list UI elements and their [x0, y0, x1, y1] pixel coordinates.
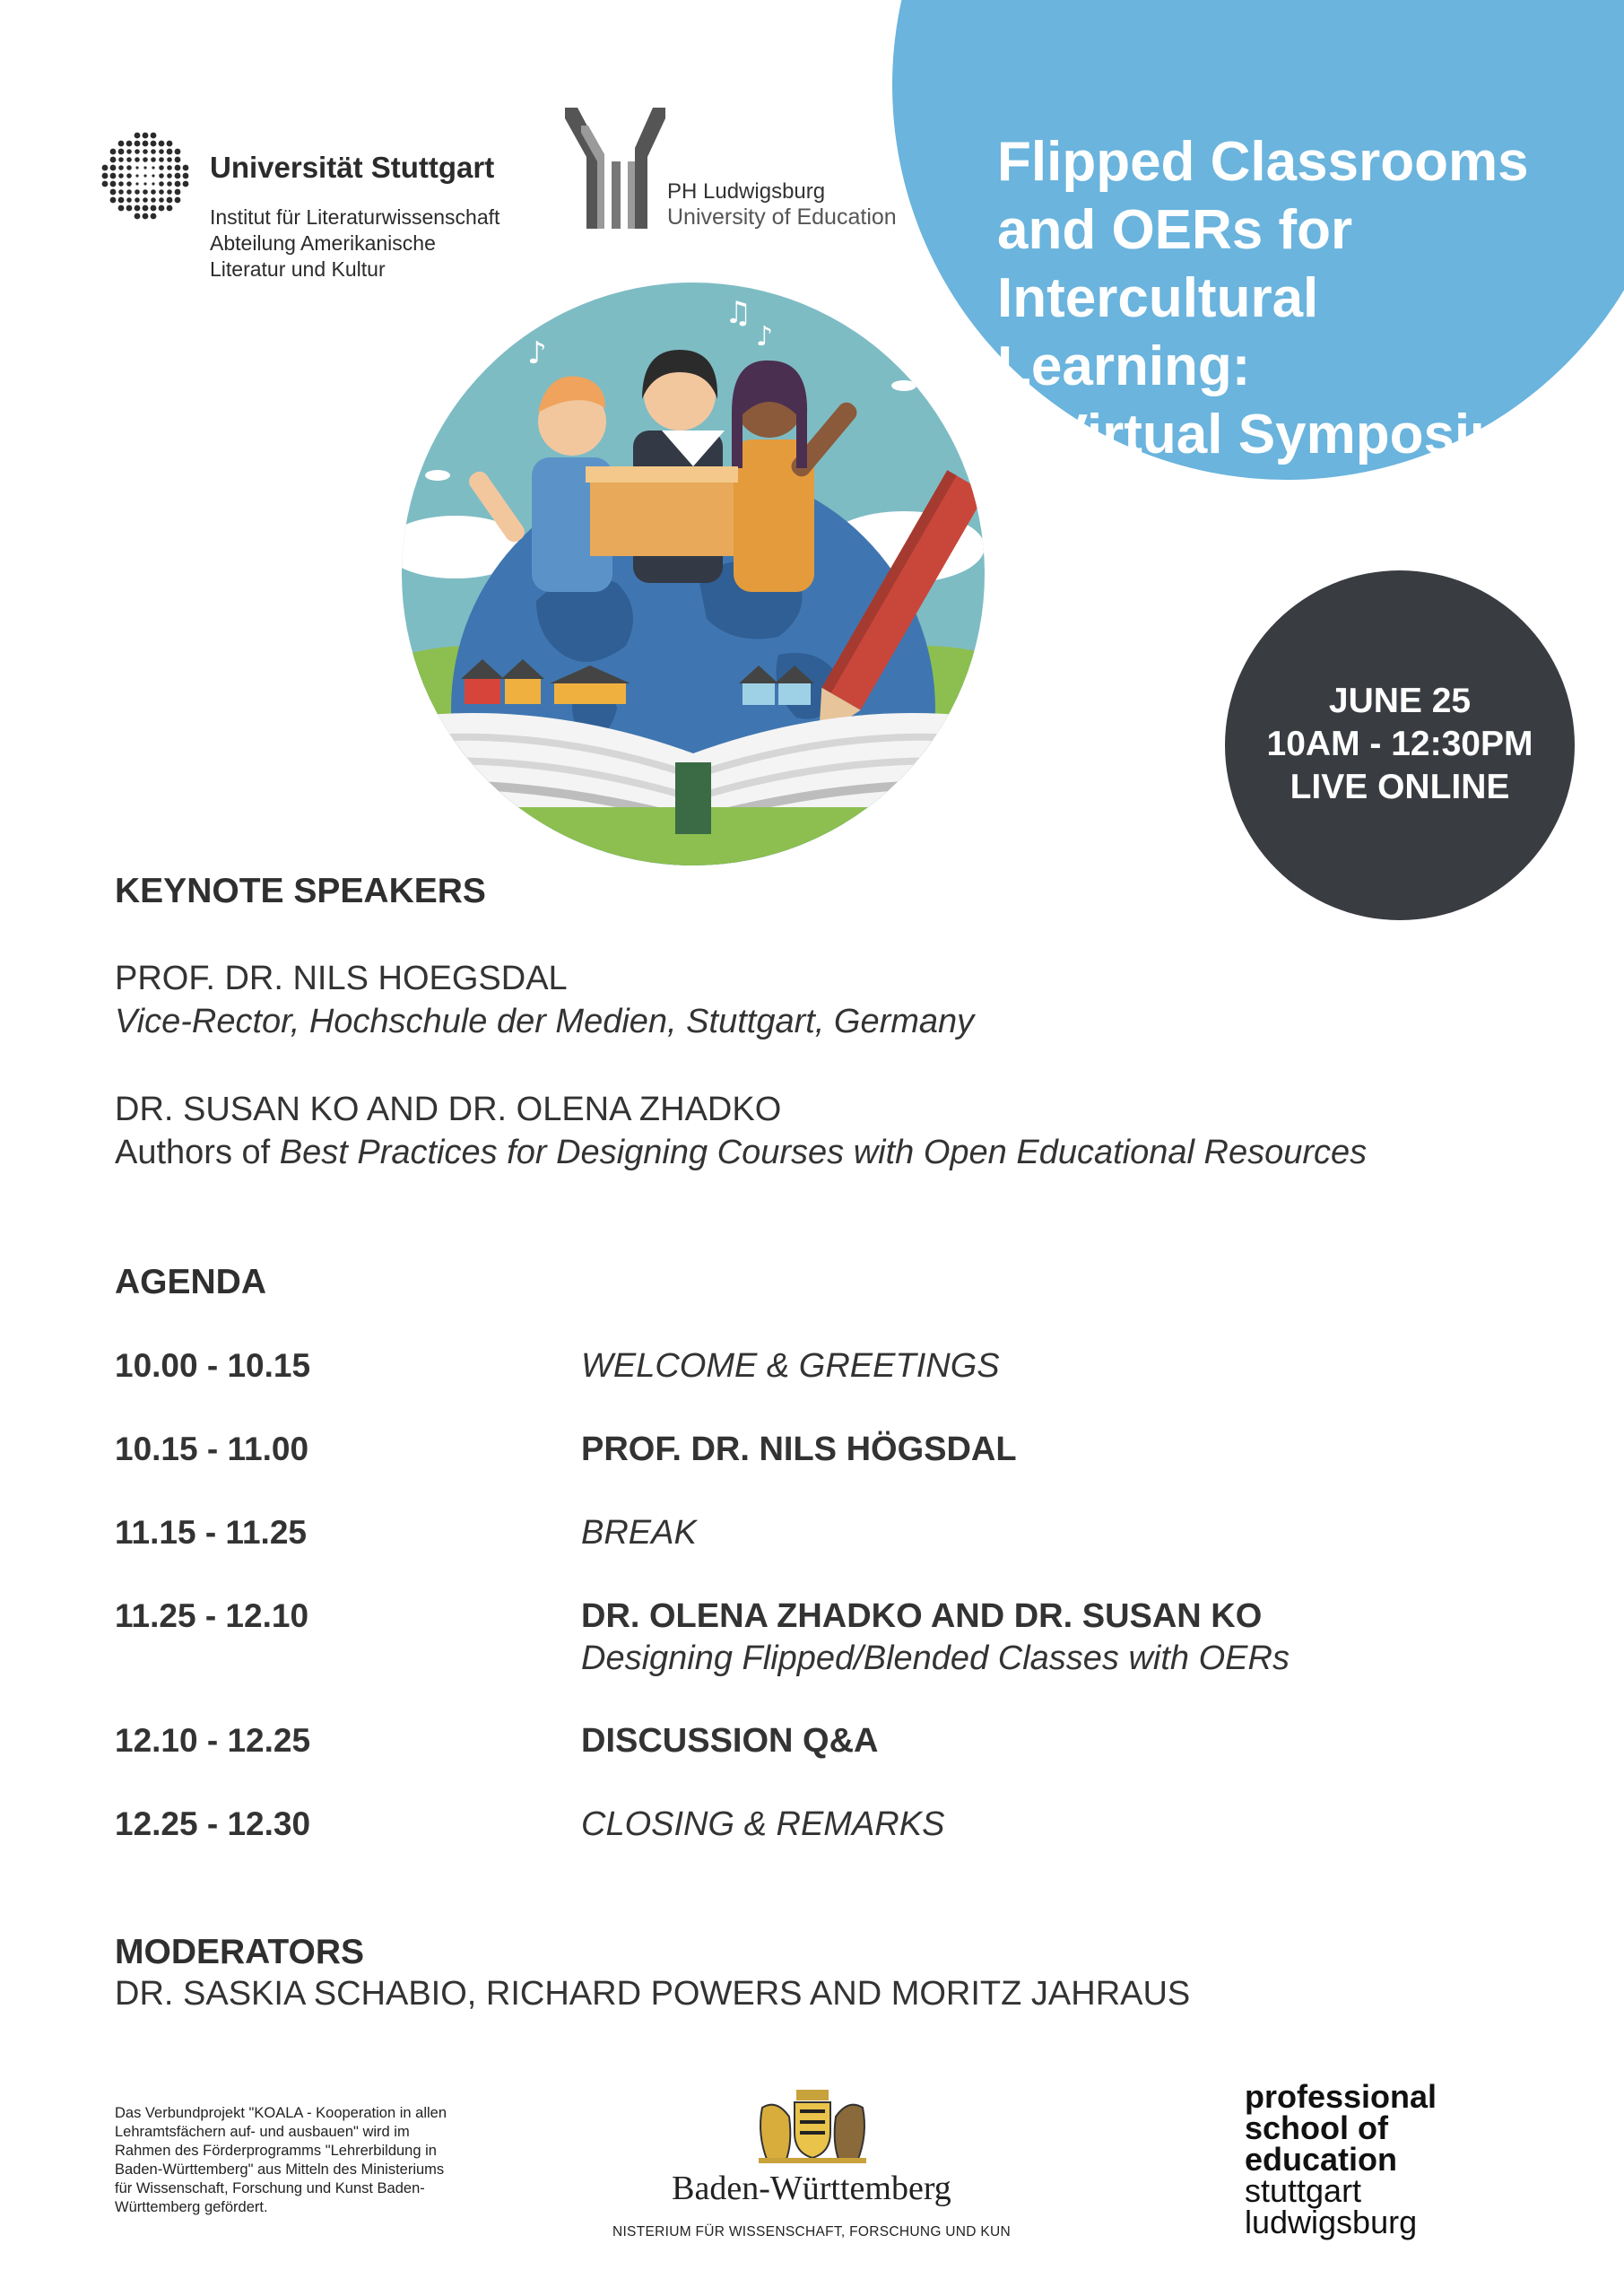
agenda-time: 12.10 - 12.25 — [115, 1722, 311, 1759]
keynote-heading: KEYNOTE SPEAKERS — [115, 872, 486, 910]
logo-dot — [118, 149, 125, 155]
logo-dot — [175, 157, 181, 163]
logo-dot — [110, 157, 117, 163]
logo-dot — [102, 173, 109, 179]
logo-dot — [159, 157, 164, 162]
logo-dot — [167, 165, 172, 170]
logo-dot — [175, 181, 181, 187]
logo-dot — [183, 173, 189, 179]
logo-dot — [126, 181, 132, 187]
logo-dot — [110, 197, 117, 204]
svg-text:♫: ♫ — [725, 295, 752, 331]
logo-dot — [151, 189, 156, 195]
logo-dot — [118, 189, 124, 195]
speaker1-name: PROF. DR. NILS HOEGSDAL — [115, 960, 568, 997]
logo-dot — [175, 165, 181, 171]
logo-dot — [143, 149, 148, 154]
logo-dot — [143, 166, 146, 169]
logo-dot — [159, 197, 164, 203]
event-title-line: A Virtual Symposium — [997, 404, 1554, 465]
logo-dot — [118, 141, 125, 147]
university-department — [210, 204, 499, 283]
logo-dot — [183, 165, 189, 171]
globe-illustration — [402, 278, 985, 870]
logo-dot — [110, 149, 117, 155]
logo-dot — [151, 157, 156, 162]
pse-line: stuttgart — [1245, 2172, 1362, 2209]
pse-line: school of — [1245, 2109, 1388, 2146]
ph-ludwigsburg-name: PH Ludwigsburg — [667, 179, 826, 204]
logo-dot — [118, 165, 124, 170]
agenda-time: 10.15 - 11.00 — [115, 1431, 309, 1467]
university-department-line: Institut für Literaturwissenschaft — [210, 205, 500, 229]
logo-dot — [126, 205, 133, 212]
university-department-line: Abteilung Amerikanische — [210, 231, 436, 255]
logo-dot — [135, 174, 138, 177]
logo-dot — [159, 205, 165, 212]
logo-dot — [151, 141, 157, 147]
logo-dot — [175, 173, 181, 179]
logo-dot — [167, 141, 173, 147]
speaker2-role — [115, 1134, 1367, 1172]
moderators-heading: MODERATORS — [115, 1933, 365, 1971]
logo-dot — [143, 141, 149, 147]
logo-dot — [183, 181, 189, 187]
speaker2-book-title: Best Practices for Designing Courses with Open Educational Resources — [279, 1134, 1368, 1171]
logo-dot — [135, 197, 140, 203]
event-date: JUNE 25 — [1328, 682, 1472, 720]
logo-dot — [151, 205, 157, 212]
logo-dot — [143, 197, 148, 203]
logo-dot — [126, 197, 132, 203]
logo-dot — [143, 157, 148, 162]
ministry-name: NISTERIUM FÜR WISSENSCHAFT, FORSCHUNG UND KUN — [612, 2224, 1012, 2239]
logo-dot — [152, 166, 154, 169]
logo-dot — [126, 157, 132, 162]
logo-dot — [143, 205, 149, 212]
logo-dot — [126, 141, 133, 147]
agenda-title: PROF. DR. NILS HÖGSDAL — [581, 1431, 1017, 1468]
logo-dot — [167, 149, 173, 155]
event-date-time — [1225, 680, 1575, 809]
logo-dot — [159, 181, 164, 187]
svg-text:♪: ♪ — [527, 335, 547, 371]
agenda-subtitle: Designing Flipped/Blended Classes with OERs — [581, 1639, 1290, 1677]
logo-dot — [118, 205, 125, 212]
logo-dot — [135, 182, 138, 185]
logo-dot — [102, 165, 109, 171]
university-department-line: Literatur und Kultur — [210, 257, 386, 281]
logo-dot — [167, 157, 172, 162]
logo-dot — [167, 205, 173, 212]
agenda-heading: AGENDA — [115, 1263, 267, 1301]
ph-ludwigsburg-subtitle: University of Education — [667, 204, 897, 230]
logo-dot — [110, 173, 117, 179]
logo-dot — [167, 189, 172, 195]
funding-note-line: Baden-Württemberg" aus Mitteln des Ministeriums — [115, 2161, 445, 2178]
logo-dot — [135, 213, 141, 220]
agenda-title: DISCUSSION Q&A — [581, 1722, 879, 1760]
logo-dot — [143, 174, 146, 177]
event-title — [997, 128, 1571, 469]
logo-dot — [152, 174, 154, 177]
logo-dot — [167, 173, 172, 178]
event-title-line: Intercultural — [997, 267, 1319, 329]
logo-dot — [143, 213, 149, 220]
agenda-time: 12.25 - 12.30 — [115, 1805, 311, 1842]
logo-dot — [135, 149, 140, 154]
logo-dot — [126, 149, 132, 154]
logo-dot — [175, 149, 181, 155]
funding-note-line: für Wissenschaft, Forschung und Kunst Baden- — [115, 2180, 425, 2196]
professional-school-of-education-logo — [1245, 2078, 1514, 2240]
logo-dot — [151, 213, 157, 220]
agenda-title: BREAK — [581, 1514, 697, 1552]
logo-dot — [159, 189, 164, 195]
event-mode: LIVE ONLINE — [1290, 768, 1510, 806]
logo-dot — [151, 149, 156, 154]
funding-note-line: Das Verbundprojekt "KOALA - Kooperation in allen — [115, 2105, 447, 2121]
agenda-time: 10.00 - 10.15 — [115, 1347, 311, 1384]
logo-dot — [143, 189, 148, 195]
logo-dot — [110, 181, 117, 187]
logo-dot — [118, 173, 124, 178]
logo-dot — [135, 133, 141, 139]
agenda-time: 11.25 - 12.10 — [115, 1597, 309, 1634]
logo-dot — [118, 197, 125, 204]
ph-ludwigsburg-logo — [561, 108, 897, 233]
logo-dot — [175, 197, 181, 204]
logo-dot — [118, 181, 124, 187]
funding-note-line: Württemberg gefördert. — [115, 2199, 268, 2215]
logo-dot — [159, 165, 164, 170]
funding-note-line: Rahmen des Förderprogramms "Lehrerbildung in — [115, 2143, 437, 2159]
event-title-line: Flipped Classrooms — [997, 131, 1529, 193]
speaker1-role: Vice-Rector, Hochschule der Medien, Stuttgart, Germany — [115, 1003, 975, 1040]
logo-dot — [135, 205, 141, 212]
pse-line: professional — [1245, 2078, 1437, 2115]
moderators-names: DR. SASKIA SCHABIO, RICHARD POWERS AND MORITZ JAHRAUS — [115, 1975, 1191, 2013]
baden-wuerttemberg-crest-icon — [750, 2090, 875, 2163]
agenda-time: 11.15 - 11.25 — [115, 1514, 307, 1551]
baden-wuerttemberg-name: Baden-Württemberg — [672, 2170, 951, 2207]
funding-note — [115, 2104, 536, 2217]
funding-note-line: Lehramtsfächern auf- und ausbauen" wird im — [115, 2124, 410, 2140]
event-time: 10AM - 12:30PM — [1266, 725, 1533, 763]
university-dots-logo-icon — [99, 129, 192, 222]
agenda-title: CLOSING & REMARKS — [581, 1805, 945, 1843]
agenda-title: DR. OLENA ZHADKO AND DR. SUSAN KO — [581, 1597, 1263, 1635]
logo-dot — [151, 133, 157, 139]
event-title-line: and OERs for — [997, 199, 1353, 261]
logo-dot — [152, 182, 154, 185]
ph-ludwigsburg-mark-icon — [561, 108, 669, 229]
pse-line: education — [1245, 2141, 1398, 2178]
logo-dot — [167, 181, 172, 187]
svg-text:♪: ♪ — [756, 321, 774, 352]
event-title-line: Learning: — [997, 335, 1251, 397]
logo-dot — [135, 189, 140, 195]
universitaet-stuttgart-logo — [99, 126, 529, 287]
logo-dot — [159, 149, 164, 154]
logo-dot — [159, 141, 165, 147]
logo-dot — [135, 141, 141, 147]
university-name: Universität Stuttgart — [210, 151, 495, 184]
logo-dot — [135, 166, 138, 169]
logo-dot — [110, 165, 117, 171]
logo-dot — [143, 182, 146, 185]
logo-dot — [126, 189, 132, 195]
logo-dot — [151, 197, 156, 203]
agenda-title: WELCOME & GREETINGS — [581, 1347, 1000, 1385]
speaker2-name: DR. SUSAN KO AND DR. OLENA ZHADKO — [115, 1091, 782, 1128]
logo-dot — [126, 165, 132, 170]
logo-dot — [175, 189, 181, 196]
logo-dot — [118, 157, 124, 162]
logo-dot — [126, 173, 132, 178]
speaker2-role-prefix: Authors of — [115, 1134, 280, 1171]
logo-dot — [102, 181, 109, 187]
logo-dot — [167, 197, 173, 204]
logo-dot — [159, 173, 164, 178]
logo-dot — [143, 133, 149, 139]
logo-dot — [135, 157, 140, 162]
pse-line: ludwigsburg — [1245, 2204, 1418, 2240]
logo-dot — [110, 189, 117, 196]
